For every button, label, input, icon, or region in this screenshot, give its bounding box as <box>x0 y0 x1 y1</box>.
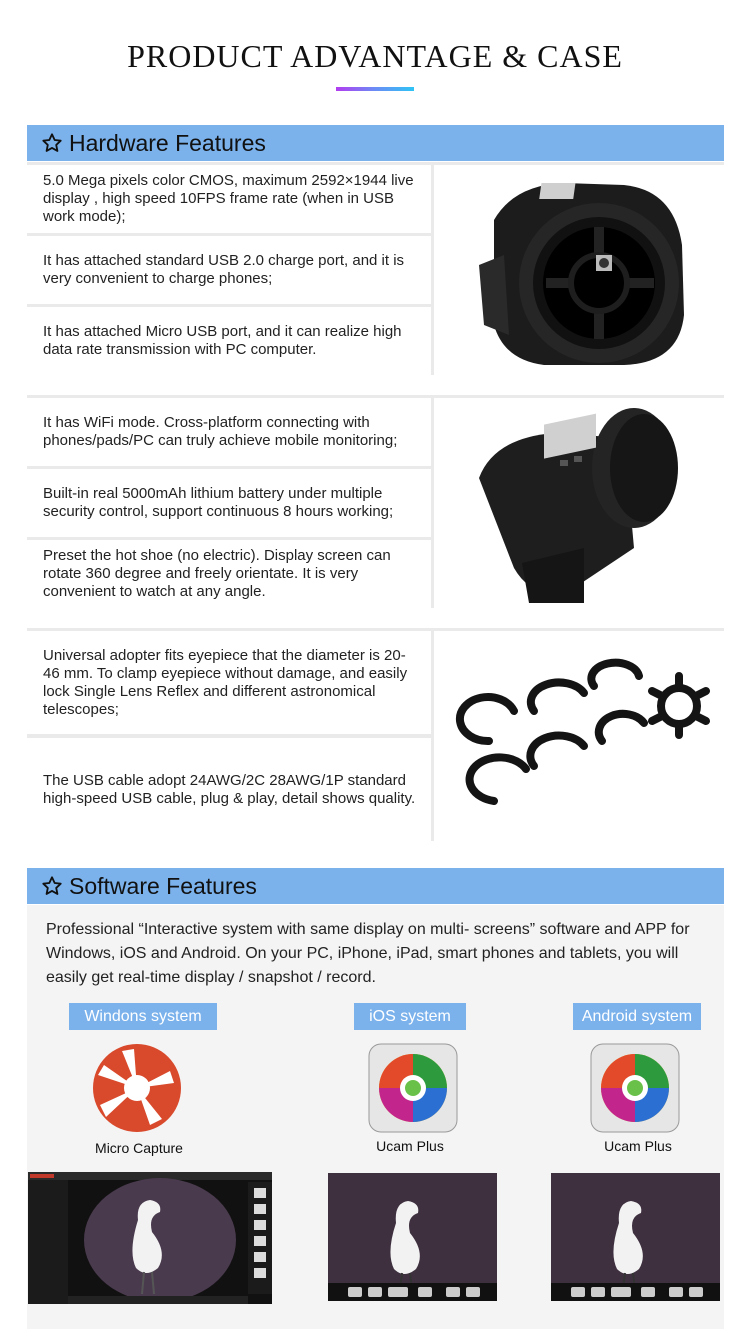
android-app-screenshot <box>551 1173 720 1301</box>
ucam-app-icon <box>368 1043 458 1133</box>
windows-app-screenshot <box>28 1172 272 1304</box>
tag-windows-system: Windons system <box>69 1003 217 1030</box>
app-label-micro-capture: Micro Capture <box>95 1140 183 1156</box>
adapter-rings-image <box>434 631 724 841</box>
app-label-ucam-plus-ios: Ucam Plus <box>376 1138 444 1154</box>
software-features-header <box>27 868 724 904</box>
feature-row <box>27 631 431 734</box>
feature-row <box>27 738 431 841</box>
tag-android-system: Android system <box>573 1003 701 1030</box>
ucam-app-icon <box>590 1043 680 1133</box>
hardware-features-title: Hardware Features <box>69 129 266 156</box>
camera-side-image <box>434 398 724 608</box>
hardware-panel-1 <box>27 162 724 375</box>
feature-text: 5.0 Mega pixels color CMOS, maximum 2592×1944 live display , high speed 10FPS frame rate (when in USB work mode); <box>43 172 414 225</box>
ios-app-screenshot <box>328 1173 497 1301</box>
hardware-panel-3 <box>27 628 724 841</box>
star-outline-icon <box>41 132 63 154</box>
software-description: Professional “Interactive system with same display on multi- screens” software and APP for Windows, iOS and Android. On your PC, iPhone, iPad, smart phones and tablets, you will easily get real-time display / snapshot / record. <box>46 921 690 986</box>
feature-text: Preset the hot shoe (no electric). Display screen can rotate 360 degree and freely orientate. It is very convenient to watch at any angle. <box>43 547 391 600</box>
hardware-panel-2 <box>27 395 724 608</box>
title-underline <box>336 87 414 91</box>
aperture-logo-icon <box>92 1043 182 1133</box>
feature-row <box>27 165 431 233</box>
star-outline-icon <box>41 875 63 897</box>
feature-row <box>27 398 431 466</box>
feature-text: The USB cable adopt 24AWG/2C 28AWG/1P standard high-speed USB cable, plug & play, detail shows quality. <box>43 771 416 807</box>
feature-row <box>27 540 431 608</box>
feature-text: It has attached Micro USB port, and it can realize high data rate transmission with PC computer. <box>43 323 402 358</box>
feature-text: It has WiFi mode. Cross-platform connecting with phones/pads/PC can truly achieve mobile monitoring; <box>43 414 398 449</box>
feature-row <box>27 469 431 537</box>
tag-ios-system: iOS system <box>354 1003 466 1030</box>
feature-text: Built-in real 5000mAh lithium battery under multiple security control, support continuous 8 hours working; <box>43 485 394 520</box>
camera-front-image <box>434 165 724 375</box>
app-label-ucam-plus-android: Ucam Plus <box>604 1138 672 1154</box>
software-features-title: Software Features <box>69 872 257 899</box>
feature-text: It has attached standard USB 2.0 charge port, and it is very convenient to charge phones; <box>43 252 405 287</box>
hardware-features-header <box>27 125 724 161</box>
feature-text: Universal adopter fits eyepiece that the diameter is 20-46 mm. To clamp eyepiece without damage, and easily lock Single Lens Reflex and different astronomical telescopes; <box>43 646 408 718</box>
feature-row <box>27 307 431 375</box>
feature-row <box>27 236 431 304</box>
page-title: PRODUCT ADVANTAGE & CASE <box>127 38 623 74</box>
